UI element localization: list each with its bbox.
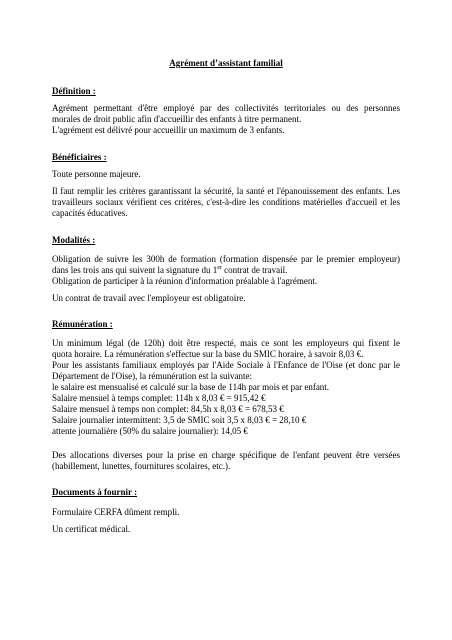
documents-line-1: Formulaire CERFA dûment rempli. <box>52 507 180 517</box>
documents-heading: Documents à fournir : <box>52 487 138 497</box>
remuneration-line-11: (habillement, lunettes, fournitures scolaires, etc.). <box>52 461 231 471</box>
remuneration-line-6: Salaire mensuel à temps complet: 114h x 8,03 € = 915,42 € <box>52 393 266 403</box>
document-title: Agrément d’assistant familial <box>169 58 283 68</box>
remuneration-line-3: Pour les assistants familiaux employés par l'Aide Sociale à l'Enfance de l'Oise (et donc par le <box>52 360 400 370</box>
beneficiaires-line-4: capacités éducatives. <box>52 208 128 218</box>
remuneration-line-8: Salaire journalier intermittent: 3,5 de SMIC soit 3,5 x 8,03 € = 28,10 € <box>52 415 307 425</box>
remuneration-line-2: quota horaire. La rémunération s'effectue sur la base du SMIC horaire, à savoir 8,03 €. <box>52 349 364 359</box>
modalites-line-3: Obligation de participer à la réunion d'information préalable à l'agrément. <box>52 276 318 286</box>
modalites-line-1: Obligation de suivre les 300h de formation (formation dispensée par le premier employeur) <box>52 254 400 264</box>
documents-line-2: Un certificat médical. <box>52 524 131 534</box>
definition-line-2: morales de droit public afin d'accueillir des enfants à titre permanent. <box>52 114 302 124</box>
modalites-line-2-text: dans les trois ans qui suivent la signature du 1 <box>52 265 218 275</box>
remuneration-line-9: attente journalière (50% du salaire journalier): 14,05 € <box>52 426 248 436</box>
modalites-line-2 <box>52 265 287 276</box>
remuneration-line-10: Des allocations diverses pour la prise en charge spécifique de l'enfant peuvent être versées <box>52 450 400 460</box>
definition-line-1: Agrément permettant d'être employé par des collectivités territoriales ou des personnes <box>52 103 400 113</box>
remuneration-line-7: Salaire mensuel à temps non complet: 84,5h x 8,03 € = 678,53 € <box>52 404 284 414</box>
modalites-heading: Modalités : <box>52 235 96 245</box>
modalites-line-4: Un contrat de travail avec l'employeur est obligatoire. <box>52 293 246 303</box>
beneficiaires-line-1: Toute personne majeure. <box>52 169 141 179</box>
remuneration-line-5: le salaire est mensualisé et calculé sur la base de 114h par mois et par enfant. <box>52 382 330 392</box>
definition-heading: Définition : <box>52 86 96 96</box>
remuneration-line-4: Département de l'Oise), la rémunération est la suivante: <box>52 371 253 381</box>
modalites-line-2-tail: contrat de travail. <box>221 265 288 275</box>
remuneration-heading: Rémunération : <box>52 319 113 329</box>
remuneration-line-1: Un minimum légal (de 120h) doit être respecté, mais ce sont les employeurs qui fixent le <box>52 338 400 348</box>
definition-line-3: L'agrément est délivré pour accueillir un maximum de 3 enfants. <box>52 125 285 135</box>
beneficiaires-line-3: travailleurs sociaux vérifient ces critères, c'est-à-dire les conditions matérielles d'accueil et les <box>52 197 400 207</box>
beneficiaires-heading: Bénéficiaires : <box>52 152 107 162</box>
ordinal-suffix: er <box>217 265 222 271</box>
beneficiaires-line-2: Il faut remplir les critères garantissant la sécurité, la santé et l'épanouissement des enfants. Les <box>52 186 400 196</box>
